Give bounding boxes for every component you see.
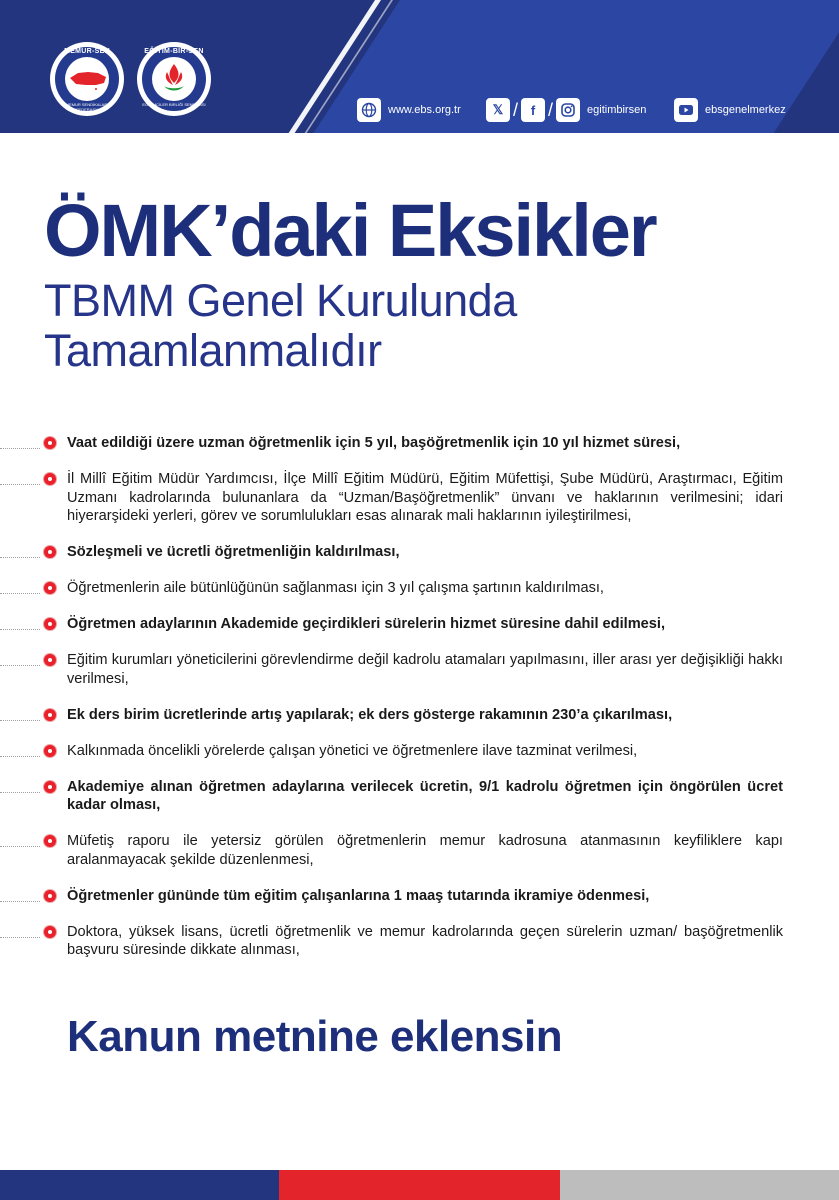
leader-dots [0, 549, 40, 558]
bullet-icon [44, 546, 56, 558]
logo-sub: EĞİTİMCİLER BİRLİĞİ SENDİKASI [142, 102, 206, 107]
list-item-text: Sözleşmeli ve ücretli öğretmenliğin kaldırılması, [67, 544, 400, 560]
subtitle-line-1: TBMM Genel Kurulunda [44, 275, 517, 326]
leader-dots [0, 585, 40, 594]
page-title: ÖMK’daki Eksikler [44, 189, 656, 272]
list-item [0, 651, 783, 688]
youtube-link[interactable] [674, 96, 786, 124]
leader-dots [0, 440, 40, 449]
leader-dots [0, 893, 40, 902]
list-item [0, 470, 783, 526]
list-item-text: Öğretmenler gününde tüm eğitim çalışanlarına 1 maaş tutarında ikramiye ödenmesi, [67, 887, 650, 904]
social-handles[interactable] [486, 96, 646, 124]
subtitle-line-2: Tamamlanmalıdır [44, 325, 382, 376]
facebook-icon[interactable]: f [521, 98, 545, 122]
list-item-text: Akademiye alınan öğretmen adaylarına verilecek ücretin, 9/1 kadrolu öğretmen için öngörülen ücret kadar olması, [67, 778, 783, 813]
footer-bar-gray [560, 1170, 839, 1200]
list-item [0, 832, 783, 869]
separator: / [513, 99, 519, 120]
list-item-text: Ek ders birim ücretlerinde artış yapılarak; ek ders gösterge rakamının 230’a çıkarılması, [67, 706, 673, 723]
list-item-text: Öğretmenlerin aile bütünlüğünün sağlanması için 3 yıl çalışma şartının kaldırılması, [67, 580, 604, 596]
bullet-icon [44, 582, 56, 594]
leader-dots [0, 657, 40, 666]
list-item [0, 742, 783, 761]
globe-icon [357, 98, 381, 122]
list-item [0, 778, 783, 815]
x-icon[interactable]: 𝕏 [486, 98, 510, 122]
list-item [0, 887, 783, 906]
bullet-icon [44, 654, 56, 666]
bullet-icon [44, 618, 56, 630]
page-subtitle [44, 276, 517, 376]
list-item-text: Doktora, yüksek lisans, ücretli öğretmenlik ve memur kadrolarında geçen sürelerin uzman/ başöğretmenlik başvuru süresinde dikkate alınması, [67, 923, 783, 958]
list-item-text: Eğitim kurumları yöneticilerini görevlendirme değil kadrolu atamaları yapılmasını, iller arası yer değişikliği hakkı verilmesi, [67, 652, 783, 687]
list-item [0, 579, 783, 598]
leader-dots [0, 838, 40, 847]
header-band [0, 0, 839, 133]
bullet-icon [44, 709, 56, 721]
list-item-text: İl Millî Eğitim Müdür Yardımcısı, İlçe Millî Eğitim Müdürü, Eğitim Müfettişi, Şube Müdürü, Araştırmacı, Eğitim Uzmanı kadrolarında bulunanlara da “Uzman/Başöğretmenlik” ünvanı ve haklarının verilmesini; idari hiyerarşideki yerleri, görev ve sorumlulukları esas alınarak mali haklarının iyileştirilmesi, [67, 471, 783, 524]
youtube-icon [674, 98, 698, 122]
bullet-icon [44, 926, 56, 938]
bullet-icon [44, 835, 56, 847]
handle-text: egitimbirsen [587, 104, 647, 116]
list-item-text: Kalkınmada öncelikli yörelerde çalışan yönetici ve öğretmenlere ilave tazminat verilmesi, [67, 742, 638, 759]
youtube-text: ebsgenelmerkez [705, 104, 786, 116]
list-item-text: Müfetiş raporu ile yetersiz görülen öğretmenlerin memur kadrosuna atanmasının keyfiliklere kapı aralanmayacak şekilde düzenlenmesi, [67, 833, 783, 868]
list-item-text: Öğretmen adaylarının Akademide geçirdikleri sürelerin hizmet süresine dahil edilmesi, [67, 616, 666, 632]
leader-dots [0, 929, 40, 938]
egitim-bir-sen-logo[interactable] [137, 42, 211, 116]
list-item [0, 706, 783, 725]
logo-name: MEMUR-SEN [64, 48, 110, 55]
leader-dots [0, 784, 40, 793]
footer-bar-red [279, 1170, 560, 1200]
list-item [0, 543, 783, 562]
leader-dots [0, 621, 40, 630]
bullet-icon [44, 781, 56, 793]
logo-name: EĞİTİM-BİR-SEN [144, 48, 204, 55]
website-text: www.ebs.org.tr [388, 104, 461, 116]
bullet-icon [44, 437, 56, 449]
logo-sub: MEMUR SENDİKALARI KONFEDERASYONU [65, 102, 109, 112]
memur-sen-logo[interactable] [50, 42, 124, 116]
bullet-icon [44, 473, 56, 485]
list-item [0, 615, 783, 634]
leader-dots [0, 712, 40, 721]
list-item-text: Vaat edildiği üzere uzman öğretmenlik için 5 yıl, başöğretmenlik için 10 yıl hizmet süresi, [67, 435, 681, 451]
bullet-icon [44, 745, 56, 757]
instagram-icon[interactable] [556, 98, 580, 122]
separator: / [548, 99, 554, 120]
closing-slogan: Kanun metnine eklensin [67, 1012, 563, 1061]
website-link[interactable] [357, 96, 461, 124]
leader-dots [0, 476, 40, 485]
list-item [0, 923, 783, 960]
list-item [0, 434, 783, 453]
footer-bar-navy [0, 1170, 279, 1200]
demands-list [0, 434, 839, 977]
bullet-icon [44, 890, 56, 902]
leader-dots [0, 748, 40, 757]
